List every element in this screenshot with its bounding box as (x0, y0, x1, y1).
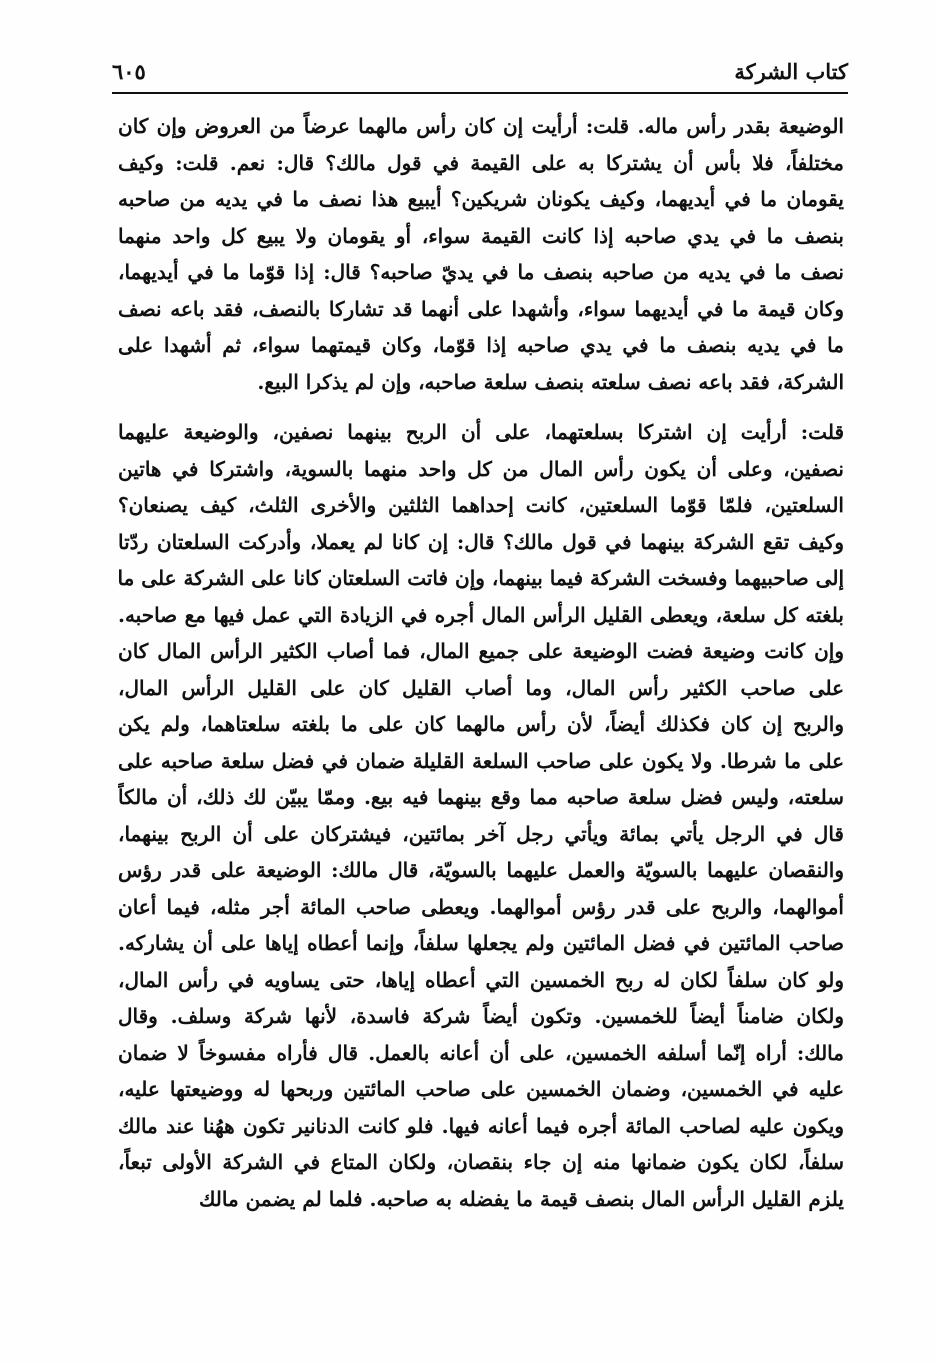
text-line: قلت: أرأيت إن اشتركا بسلعتهما، على أن الربح بينهما نصفين، والوضيعة عليهما (118, 420, 844, 444)
text-line: عليه في الخمسين، وضمان الخمسين على صاحب المائتين وربحها له ووضيعتها عليه، (118, 1077, 844, 1101)
text-line: مالك: أراه إنّما أسلفه الخمسين، على أن أعانه بالعمل. قال فأراه مفسوخاً لا ضمان (118, 1040, 844, 1065)
text-line: مختلفاً، فلا بأس أن يشتركا به على القيمة في قول مالك؟ قال: نعم. قلت: وكيف (118, 150, 844, 175)
text-line: إلى صاحبيهما وفسخت الشركة فيما بينهما، وإن فاتت السلعتان كانا على الشركة على ما (118, 566, 844, 590)
text-line: الوضيعة بقدر رأس ماله. قلت: أرأيت إن كان رأس مالهما عرضاً من العروض وإن كان (118, 114, 844, 138)
text-line: قال في الرجل يأتي بمائة ويأتي رجل آخر بمائتين، فيشتركان على أن الربح بينهما، (118, 821, 844, 846)
text-line: وكيف تقع الشركة بينهما في قول مالك؟ قال: إن كانا لم يعملا، وأدركت السلعتان ردّتا (118, 529, 844, 554)
text-line: السلعتين، فلمّا قوّما السلعتين، كانت إحداهما الثلثين والأخرى الثلث، كيف يصنعان؟ (118, 493, 844, 517)
text-line: بنصف ما في يدي صاحبه إذا كانت القيمة سواء، أو يقومان ولا يبيع كل واحد منهما (118, 223, 844, 248)
text-line: وإن كانت وضيعة فضت الوضيعة على جميع المال، فما أصاب الكثير الرأس المال كان (118, 639, 844, 663)
text-line: سلعته، وليس فضل سلعة صاحبه مما وقع بينهما فيه بيع. وممّا يبيّن لك ذلك، أن مالكاً (118, 785, 844, 809)
text-line: ما في يديه بنصف ما في يدي صاحبه إذا قوّما، وكان قيمتهما سواء، ثم أشهدا على (118, 333, 844, 357)
text-line: ولكان ضامناً أيضاً للخمسين. وتكون أيضاً شركة فاسدة، لأنها شركة وسلف. وقال (118, 1004, 844, 1028)
paragraph (118, 414, 844, 1217)
text-line: يقومان ما في أيديهما، وكيف يكونان شريكين؟ أيبيع هذا نصف ما في يديه من صاحبه (118, 187, 844, 211)
text-line: على صاحب الكثير رأس المال، وما أصاب القليل كان على القليل الرأس المال، (118, 675, 844, 700)
text-line: أموالهما، والربح على قدر رؤس أموالهما. ويعطى صاحب المائة أجر مثله، فيما أعان (118, 894, 844, 919)
paragraph-gap (118, 400, 844, 414)
paragraph (118, 108, 844, 400)
text-line: ولو كان سلفاً لكان له ربح الخمسين التي أعطاه إياها، حتى يساويه في رأس المال، (118, 967, 844, 992)
text-line: الشركة، فقد باعه نصف سلعته بنصف سلعة صاحبه، وإن لم يذكرا البيع. (257, 369, 844, 394)
text-line: على ما شرطا. ولا يكون على صاحب السلعة القليلة ضمان في فضل سلعة صاحبه على (118, 748, 844, 773)
text-line: بلغته كل سلعة، ويعطى القليل الرأس المال أجره في الزيادة التي عمل فيها مع صاحبه. (118, 602, 844, 627)
running-title: كتاب الشركة (734, 59, 848, 84)
text-line: والنقصان عليهما بالسويّة والعمل عليهما بالسويّة، قال مالك: الوضيعة على قدر رؤس (118, 858, 844, 882)
text-line: ويكون عليه لصاحب المائة أجره فيما أعانه فيها. فلو كانت الدنانير تكون ههُنا عند مالك (118, 1113, 844, 1138)
text-line: نصف ما في يديه من صاحبه بنصف ما في يديّ صاحبه؟ قال: إذا قوّما ما في أيديهما، (118, 260, 844, 284)
text-line: سلفاً، لكان يكون ضمانها منه إن جاء بنقصان، ولكان المتاع في الشركة الأولى تبعاً، (118, 1150, 844, 1174)
page-number: ٦٠٥ (112, 59, 146, 84)
header-rule (112, 92, 848, 94)
text-line: والربح إن كان فكذلك أيضاً، لأن رأس مالهما كان على ما بلغته سلعتاهما، ولم يكن (118, 712, 844, 736)
body-text (118, 108, 844, 1217)
text-line: صاحب المائتين في فضل المائتين ولم يجعلها سلفاً، وإنما أعطاه إياها على أن يشاركه. (118, 931, 844, 955)
text-line: نصفين، وعلى أن يكون رأس المال من كل واحد منهما بالسوية، واشتركا في هاتين (118, 456, 844, 481)
page-header (112, 52, 848, 84)
text-line: يلزم القليل الرأس المال بنصف قيمة ما يفضله به صاحبه. فلما لم يضمن مالك (198, 1186, 844, 1211)
text-line: وكان قيمة ما في أيديهما سواء، وأشهدا على أنهما قد تشاركا بالنصف، فقد باعه نصف (118, 296, 844, 321)
